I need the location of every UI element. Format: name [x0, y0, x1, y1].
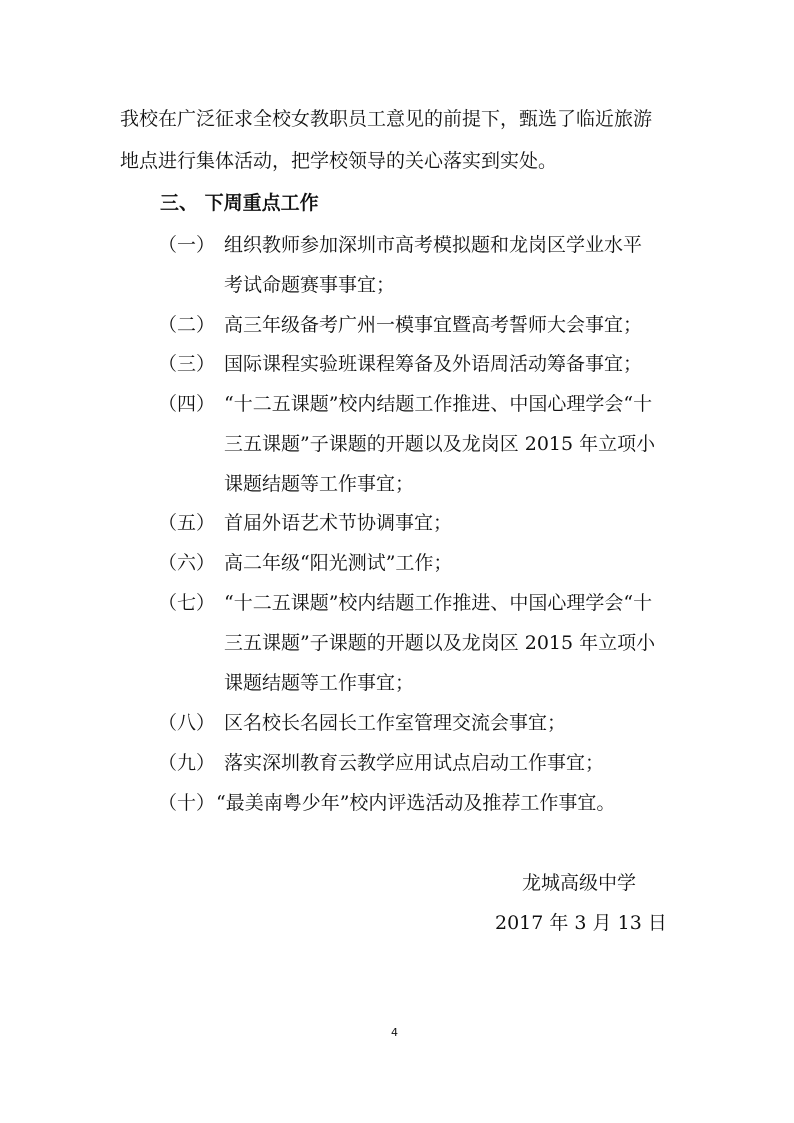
item-text: 国际课程实验班课程筹备及外语周活动筹备事宜；	[224, 353, 643, 375]
item-number: （三）	[158, 353, 216, 375]
item-text: 三五课题”子课题的开题以及龙岗区 2015 年立项小	[224, 632, 656, 654]
item-text: 考试命题赛事事宜；	[224, 274, 396, 296]
item-number: （九）	[158, 752, 216, 774]
section-heading: 三、 下周重点工作	[160, 192, 319, 214]
item-number: （一）	[158, 234, 216, 256]
item-text: “最美南粤少年”校内评选活动及推荐工作事宜。	[216, 792, 616, 814]
item-text: 高三年级备考广州一模事宜暨高考誓师大会事宜；	[224, 314, 643, 336]
item-text: 组织教师参加深圳市高考模拟题和龙岗区学业水平	[224, 234, 643, 256]
item-text: 三五课题”子课题的开题以及龙岗区 2015 年立项小	[224, 433, 656, 455]
intro-line-2: 地点进行集体活动，把学校领导的关心落实到实处。	[120, 150, 558, 172]
item-number: （十）	[158, 792, 216, 814]
item-text: 课题结题等工作事宜；	[224, 473, 415, 495]
item-text: 落实深圳教育云教学应用试点启动工作事宜；	[224, 752, 605, 774]
item-number: （四）	[158, 393, 216, 415]
page-number: 4	[391, 1026, 398, 1039]
signature-school: 龙城高级中学	[522, 872, 637, 894]
item-text: 高二年级“阳光测试”工作；	[224, 552, 453, 574]
item-number: （五）	[158, 512, 216, 534]
item-number: （八）	[158, 712, 216, 734]
item-text: 区名校长名园长工作室管理交流会事宜；	[224, 712, 567, 734]
intro-line-1: 我校在广泛征求全校女教职员工意见的前提下，甄选了临近旅游	[120, 108, 653, 130]
signature-date: 2017 年 3 月 13 日	[495, 912, 667, 934]
item-number: （二）	[158, 314, 216, 336]
item-text: 课题结题等工作事宜；	[224, 672, 415, 694]
item-text: “十二五课题”校内结题工作推进、中国心理学会“十	[224, 592, 653, 614]
item-text: “十二五课题”校内结题工作推进、中国心理学会“十	[224, 393, 653, 415]
item-number: （七）	[158, 592, 216, 614]
item-number: （六）	[158, 552, 216, 574]
item-text: 首届外语艺术节协调事宜；	[224, 512, 453, 534]
